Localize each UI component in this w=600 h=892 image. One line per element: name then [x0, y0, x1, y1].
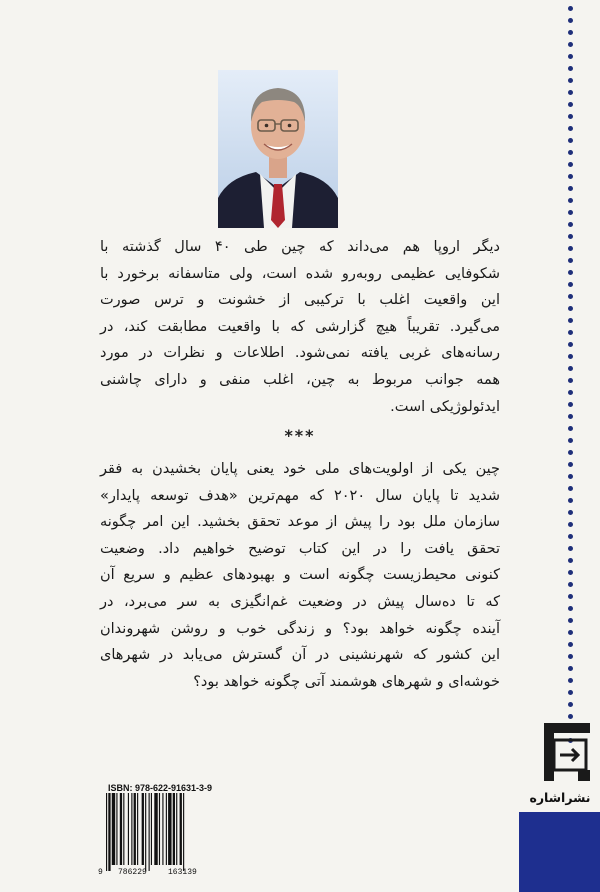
border-dot: [568, 582, 573, 587]
border-dot: [568, 330, 573, 335]
border-dot: [568, 522, 573, 527]
border-dot: [568, 246, 573, 251]
barcode-bar: [159, 793, 160, 865]
border-dot: [568, 150, 573, 155]
border-dot: [568, 354, 573, 359]
barcode-bar: [162, 793, 163, 865]
border-dot: [568, 666, 573, 671]
border-dot: [568, 474, 573, 479]
text-line: می‌گیرد. تقریباً هیچ گزارشی که با واقعیت مطابقت کند، در: [100, 318, 500, 335]
border-dot: [568, 486, 573, 491]
border-dot: [568, 498, 573, 503]
border-dot: [568, 30, 573, 35]
border-dot: [568, 6, 573, 11]
border-dot: [568, 642, 573, 647]
border-dot: [568, 102, 573, 107]
border-dot: [568, 138, 573, 143]
border-dot: [568, 558, 573, 563]
barcode-bar: [116, 793, 117, 865]
barcode-bar: [120, 793, 122, 865]
barcode-bar: [137, 793, 138, 865]
corner-color-block: [519, 812, 600, 892]
border-dot: [568, 162, 573, 167]
barcode-bar: [123, 793, 124, 865]
isbn-label: ISBN: 978-622-91631-3-9: [108, 783, 213, 793]
border-dot: [568, 90, 573, 95]
border-dot: [568, 702, 573, 707]
border-dot: [568, 390, 573, 395]
barcode-bar: [131, 793, 132, 865]
section-separator: ***: [284, 426, 316, 445]
text-line: که تا ده‌سال پیش در وضعیت غم‌انگیزی به سر می‌برد، در: [100, 593, 500, 610]
barcode-bar: [154, 793, 157, 865]
barcode-bar: [106, 793, 107, 871]
paragraph-1: [100, 234, 500, 420]
border-dot: [568, 270, 573, 275]
text-line: چین یکی از اولویت‌های ملی خود یعنی پایان بخشیدن به فقر: [100, 461, 500, 477]
border-dot: [568, 318, 573, 323]
border-dot: [568, 342, 573, 347]
border-dot: [568, 174, 573, 179]
border-dot: [568, 234, 573, 239]
border-dot: [568, 678, 573, 683]
barcode-bar: [142, 793, 144, 865]
border-dot: [568, 282, 573, 287]
publisher-name: نشراشاره: [529, 790, 591, 805]
border-dot: [568, 450, 573, 455]
border-dot: [568, 222, 573, 227]
text-line: این واقعیت اغلب با ترکیبی از خشونت و ترس صورت: [100, 292, 500, 309]
publisher-logo-icon: [538, 720, 596, 788]
border-dot: [568, 594, 573, 599]
barcode-right-digits: 163139: [168, 868, 197, 877]
border-dot: [568, 198, 573, 203]
barcode-bar: [173, 793, 175, 865]
border-dot: [568, 18, 573, 23]
barcode-bar: [176, 793, 177, 865]
border-dot: [568, 186, 573, 191]
border-dot: [568, 66, 573, 71]
border-dot: [568, 630, 573, 635]
text-line: همه جوانب مربوط به چین، اغلب منفی و دارای چاشنی: [100, 371, 500, 388]
text-line: ایدئولوژیکی است.: [390, 398, 500, 415]
border-dot: [568, 462, 573, 467]
text-line: آینده چگونه خواهد بود؟ و زندگی خوب و روشن شهروندان: [100, 620, 500, 637]
border-dot: [568, 546, 573, 551]
border-dot: [568, 618, 573, 623]
barcode-prefix: 9: [98, 868, 103, 877]
barcode-bar: [134, 793, 136, 865]
barcode-bar: [108, 793, 110, 871]
text-line: سازمان ملل بود را پیش از موعد تحقق بخشید. این امر چگونه: [100, 514, 500, 531]
border-dot: [568, 606, 573, 611]
author-portrait: [218, 70, 338, 228]
border-dot: [568, 534, 573, 539]
text-line: رسانه‌های غربی یافته نمی‌شود. اطلاعات و نظرات در مورد: [100, 345, 500, 362]
barcode-left-digits: 786229: [118, 868, 147, 877]
barcode-bar: [145, 793, 146, 871]
border-dot: [568, 570, 573, 575]
text-line: دیگر اروپا هم می‌داند که چین طی ۴۰ سال گذشته با: [100, 239, 500, 255]
border-dot: [568, 114, 573, 119]
border-dot: [568, 654, 573, 659]
barcode-bar: [151, 793, 152, 865]
barcode-bar: [183, 793, 184, 871]
barcode-bar: [180, 793, 182, 865]
border-dot: [568, 54, 573, 59]
border-dot: [568, 366, 573, 371]
paragraph-2: [100, 456, 500, 695]
border-dot: [568, 414, 573, 419]
text-line: این کشور که شهرنشینی در آن گسترش می‌یابد در شهرهای: [100, 647, 500, 664]
border-dot: [568, 210, 573, 215]
text-line: خوشه‌ای و شهرهای هوشمند آتی چگونه خواهد بود؟: [193, 673, 500, 690]
border-dot: [568, 378, 573, 383]
border-dot: [568, 78, 573, 83]
border-dot: [568, 306, 573, 311]
border-dot: [568, 690, 573, 695]
barcode: [104, 793, 214, 873]
border-dot: [568, 402, 573, 407]
border-dot: [568, 294, 573, 299]
text-line: شدید تا پایان سال ۲۰۲۰ که مهم‌ترین «هدف توسعه پایدار»: [100, 487, 500, 504]
barcode-bar: [166, 793, 167, 865]
text-line: کنونی محیط‌زیست چگونه است و بهبودهای عظیم و سریع آن: [100, 567, 500, 584]
border-dot: [568, 714, 573, 719]
barcode-bar: [128, 793, 129, 865]
border-dot: [568, 126, 573, 131]
barcode-bar: [149, 793, 150, 871]
border-dot: [568, 42, 573, 47]
barcode-bar: [112, 793, 115, 865]
border-dot: [568, 510, 573, 515]
dotted-border: [567, 0, 573, 751]
text-line: شکوفایی عظیمی روبه‌رو شده است، ولی متاسفانه برخورد با: [100, 265, 500, 282]
border-dot: [568, 258, 573, 263]
text-line: تحقق یافت را در این کتاب توضیح خواهیم داد. وضعیت: [100, 540, 500, 557]
barcode-bar: [168, 793, 171, 865]
